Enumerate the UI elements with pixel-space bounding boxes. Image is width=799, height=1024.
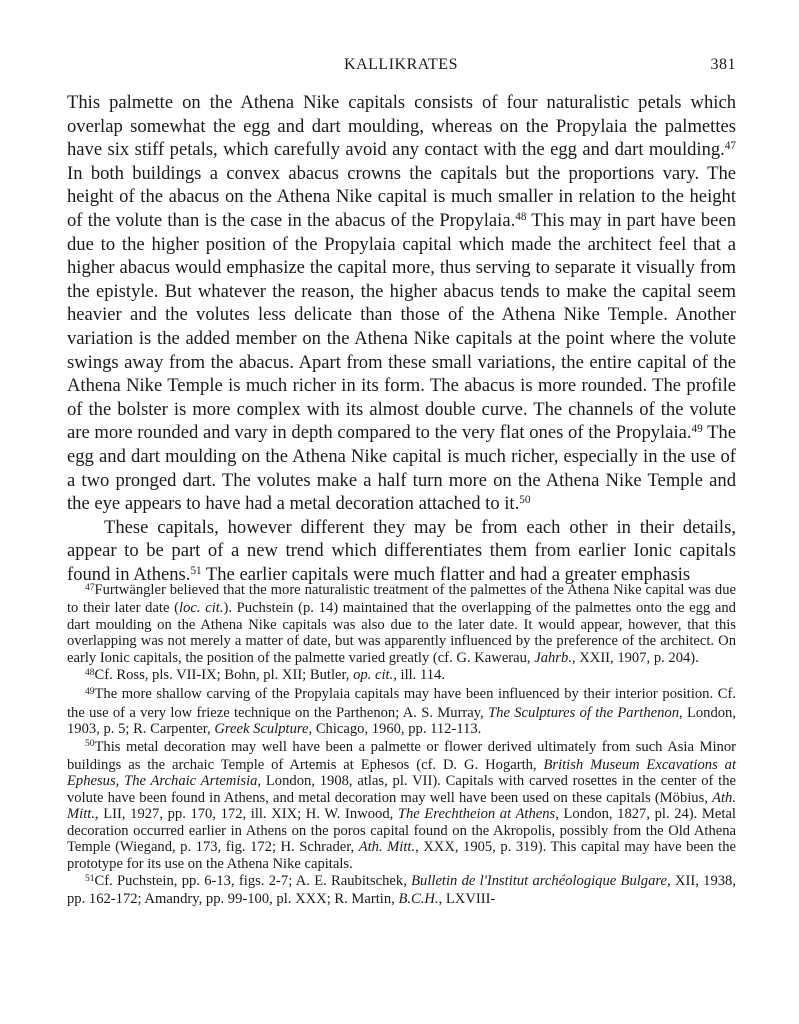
footnotes bbox=[67, 582, 736, 909]
footnote-number: 48 bbox=[85, 667, 95, 678]
text-run: , LXVIII- bbox=[438, 891, 496, 908]
text-run: ). Puchstein (p. 14) maintained that the overlapping of the palmettes onto the egg and dart moulding on the Athena Nike capitals was also due to the later date. It would appear, however, that this overlapping was not merely a matter of date, but was apparently influenced by the preference of the architect. On early Ionic capitals, the position of the palmette varied greatly (cf. G. Kawerau, bbox=[67, 600, 736, 666]
footnote-number: 50 bbox=[85, 739, 95, 750]
text-run: This metal decoration may well have been a palmette or flower derived ultimately from such Asia Minor buildings as the archaic Temple of Artemis at Ephesos (cf. D. G. Hogarth, bbox=[67, 738, 736, 774]
footnote-ref: 51 bbox=[190, 564, 202, 577]
text-run: The earlier capitals were much flatter and had a greater emphasis bbox=[201, 563, 691, 585]
body-paragraph bbox=[67, 91, 736, 516]
text-run: London, 1908, atlas, pl. VII). Capitals with carved rosettes in the center of the volute have been found in Athens, and metal decoration may well have been used on these capitals (Möbius, bbox=[67, 773, 737, 806]
italic-title: loc. cit. bbox=[179, 600, 224, 617]
text-run: In both buildings a convex abacus crowns the capitals but the proportions vary. The height of the abacus on the Athena Nike capital is much smaller in relation to the height of the volute than is the case in the abacus of the Propylaia. bbox=[67, 162, 736, 231]
footnote-number: 49 bbox=[85, 687, 95, 698]
text-run: , ill. 114. bbox=[393, 667, 445, 684]
body-paragraph bbox=[67, 516, 736, 587]
footnote-ref: 49 bbox=[691, 423, 703, 436]
footnote bbox=[67, 686, 736, 737]
body-text bbox=[67, 91, 736, 586]
footnote-ref: 48 bbox=[515, 210, 527, 223]
running-header bbox=[66, 56, 736, 80]
italic-title: B.C.H. bbox=[398, 891, 439, 908]
italic-title: Bulletin de l'Institut archéologique Bulgare bbox=[411, 872, 668, 889]
page-number: 381 bbox=[710, 56, 736, 73]
text-run: , XXII, 1907, p. 204). bbox=[571, 649, 699, 666]
text-run: , London, 1827, pl. 24). Metal decoration occurred earlier in Athens on the poros capital found on the Akropolis, possibly from the Old Athena Temple (Wiegand, p. 173, fig. 172; H. Schrader, bbox=[67, 806, 736, 856]
italic-title: The Sculptures of the Parthenon bbox=[488, 704, 679, 721]
italic-title: Jahrb. bbox=[534, 649, 572, 666]
text-run: The more shallow carving of the Propylaia capitals may have been influenced by their interior position. Cf. the use of a very low frieze technique on the Parthenon; A. S. Murray, bbox=[67, 686, 736, 721]
footnote-number: 47 bbox=[85, 582, 95, 593]
footnote-number: 51 bbox=[85, 873, 95, 884]
text-run: This palmette on the Athena Nike capitals consists of four naturalistic petals which overlap somewhat the egg and dart moulding, whereas on the Propylaia the palmettes have six stiff petals, which carefully avoid any contact with the egg and dart moulding. bbox=[67, 92, 736, 161]
text-run: , London, 1903, p. 5; R. Carpenter, bbox=[67, 704, 736, 738]
italic-title: op. cit. bbox=[353, 667, 394, 684]
text-run: Cf. Puchstein, pp. 6-13, figs. 2-7; A. E. Raubitschek, bbox=[94, 872, 412, 889]
italic-title: Greek Sculpture bbox=[214, 721, 309, 738]
text-run: , LII, 1927, pp. 170, 172, ill. XIX; H. W. Inwood, bbox=[94, 806, 398, 823]
text-run: , XII, 1938, pp. 162-172; Amandry, pp. 99-100, pl. XXX; R. Martin, bbox=[67, 872, 736, 908]
footnote bbox=[67, 873, 736, 908]
text-run: Furtwängler believed that the more naturalistic treatment of the palmettes of the Athena Nike capital was due to their later date ( bbox=[67, 582, 736, 617]
text-run: , Chicago, 1960, pp. 112-113. bbox=[308, 721, 482, 738]
italic-title: The Erechtheion at Athens bbox=[397, 806, 556, 823]
footnote bbox=[67, 739, 736, 872]
text-run: , XXX, 1905, p. 319). This capital may have been the prototype for its use on the Athena Nike capitals. bbox=[67, 839, 736, 872]
italic-title: British Museum Excavations at Ephesus, The Archaic Artemisia, bbox=[67, 757, 736, 790]
text-run: These capitals, however different they may be from each other in their details, appear to be part of a new trend which differentiates them from earlier Ionic capitals found in Athens. bbox=[67, 516, 736, 585]
footnote bbox=[67, 582, 736, 666]
footnote-ref: 47 bbox=[724, 140, 736, 153]
italic-title: Ath. Mitt. bbox=[67, 789, 736, 823]
running-title: KALLIKRATES bbox=[344, 56, 458, 73]
footnote bbox=[67, 667, 736, 685]
text-run: Cf. Ross, pls. VII-IX; Bohn, pl. XII; Butler, bbox=[94, 667, 354, 684]
footnote-ref: 50 bbox=[519, 493, 531, 506]
italic-title: Ath. Mitt. bbox=[358, 839, 416, 856]
text-run: The egg and dart moulding on the Athena Nike capital is much richer, especially in the use of a two pronged dart. The volutes make a half turn more on the Athena Nike Temple and the eye appears to have had a metal decoration attached to it. bbox=[67, 422, 736, 515]
text-run: This may in part have been due to the higher position of the Propylaia capital which made the architect feel that a higher abacus would emphasize the capital more, thus serving to separate it visually from the epistyle. But whatever the reason, the higher abacus tends to make the capital seem heavier and the volutes less delicate than those of the Athena Nike Temple. Another variation is the added member on the Athena Nike capitals at the point where the volute swings away from the abacus. Apart from these small variations, the entire capital of the Athena Nike Temple is much richer in its form. The abacus is more rounded. The profile of the bolster is more complex with its almost double curve. The channels of the volute are more rounded and vary in depth compared to the very flat ones of the Propylaia. bbox=[67, 209, 736, 444]
